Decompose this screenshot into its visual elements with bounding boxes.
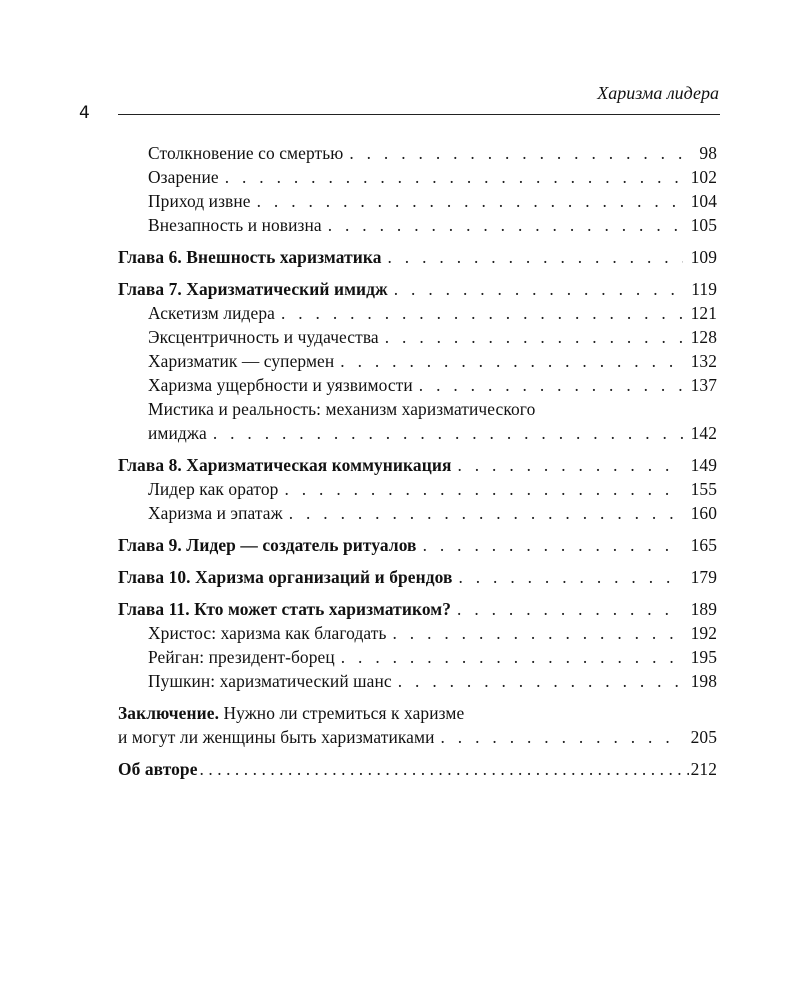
toc-entry: [118, 477, 717, 501]
dot-leader: [349, 141, 683, 165]
toc-chapter-entry: [118, 277, 717, 301]
toc-entry: [118, 325, 717, 349]
toc-entry-title: Аскетизм лидера: [148, 303, 275, 323]
toc-entry-title: Приход извне: [148, 191, 251, 211]
toc-conclusion-title-rest: Нужно ли стремиться к харизме: [219, 703, 465, 723]
toc-entry-page: 192: [690, 623, 717, 643]
toc-chapter-entry: [118, 597, 717, 621]
toc-entry-page: 160: [690, 503, 717, 523]
dot-leader: [398, 669, 683, 693]
dot-leader: [281, 301, 683, 325]
toc-entry-page: 105: [690, 215, 717, 235]
toc-entry-page: 102: [690, 167, 717, 187]
toc-entry-page: 149: [690, 455, 717, 475]
toc-entry-title: Харизматик — супермен: [148, 351, 335, 371]
toc-entry: [118, 189, 717, 213]
toc-entry: [118, 141, 717, 165]
dot-leader: [457, 453, 683, 477]
toc-entry-page: 155: [690, 479, 717, 499]
toc-entry-page: 212: [690, 759, 717, 779]
toc-entry: [118, 501, 717, 525]
dot-leader: [388, 245, 683, 269]
toc-entry-title: и могут ли женщины быть харизматиками: [118, 727, 435, 747]
dot-leader: [200, 757, 689, 781]
dot-leader: [284, 477, 683, 501]
toc-entry-page: 119: [691, 279, 717, 299]
toc-entry-page: 179: [690, 567, 717, 587]
toc-entry-page: 98: [699, 143, 717, 163]
toc-entry-title: имиджа: [148, 423, 207, 443]
toc-entry: [118, 165, 717, 189]
dot-leader: [393, 621, 684, 645]
toc-chapter-entry: [118, 453, 717, 477]
toc-chapter-entry: [118, 565, 717, 589]
dot-leader: [423, 533, 683, 557]
toc-entry: [118, 621, 717, 645]
toc-entry-title: Харизма ущербности и уязвимости: [148, 375, 413, 395]
toc-chapter-entry: [118, 245, 717, 269]
dot-leader: [213, 421, 683, 445]
toc-chapter-title: Глава 11. Кто может стать харизматиком?: [118, 599, 452, 619]
dot-leader: [457, 597, 683, 621]
toc-chapter-title: Об авторе: [118, 759, 198, 779]
toc-entry-title: Озарение: [148, 167, 219, 187]
toc-entry-title-line: Мистика и реальность: механизм харизматического: [148, 399, 536, 419]
toc-entry-page: 195: [690, 647, 717, 667]
dot-leader: [341, 645, 683, 669]
toc-entry-title: Лидер как оратор: [148, 479, 279, 499]
toc-chapter-entry: [118, 533, 717, 557]
toc-entry: [118, 373, 717, 397]
toc-entry-title: Пушкин: харизматический шанс: [148, 671, 392, 691]
toc-chapter-title: Глава 6. Внешность харизматика: [118, 247, 382, 267]
toc-entry: [118, 725, 717, 749]
toc-chapter-title: Глава 7. Харизматический имидж: [118, 279, 388, 299]
toc-entry-page: 121: [690, 303, 717, 323]
toc-entry: [118, 213, 717, 237]
toc-entry-page: 132: [690, 351, 717, 371]
toc-entry-title: Внезапность и новизна: [148, 215, 322, 235]
toc-entry: [118, 645, 717, 669]
toc-entry-page: 189: [690, 599, 717, 619]
dot-leader: [441, 725, 683, 749]
toc-entry-title: Рейган: президент-борец: [148, 647, 335, 667]
toc-entry-page: 142: [690, 423, 717, 443]
header-rule: [118, 114, 720, 115]
toc-chapter-title: Глава 10. Харизма организаций и брендов: [118, 567, 453, 587]
toc-entry-page: 109: [690, 247, 717, 267]
toc-entry-page: 205: [690, 727, 717, 747]
toc-entry-title: Харизма и эпатаж: [148, 503, 283, 523]
toc-chapter-entry: [118, 757, 717, 781]
dot-leader: [328, 213, 683, 237]
page-number: 4: [79, 103, 90, 123]
toc-chapter-title: Глава 8. Харизматическая коммуникация: [118, 455, 452, 475]
toc-entry-page: 198: [690, 671, 717, 691]
toc-entry: [118, 669, 717, 693]
toc-entry-title: Христос: харизма как благодать: [148, 623, 387, 643]
toc-entry: [118, 421, 717, 445]
dot-leader: [257, 189, 683, 213]
running-head: Харизма лидера: [597, 83, 719, 103]
toc-conclusion-label: Заключение.: [118, 703, 220, 723]
dot-leader: [385, 325, 683, 349]
toc-entry-page: 137: [690, 375, 717, 395]
dot-leader: [225, 165, 683, 189]
toc-entry: [118, 301, 717, 325]
toc-conclusion-title-line: [118, 701, 717, 725]
dot-leader: [340, 349, 683, 373]
toc-entry-page: 104: [690, 191, 717, 211]
toc-entry-page: 165: [690, 535, 717, 555]
dot-leader: [289, 501, 683, 525]
toc-entry-title: Эксцентричность и чудачества: [148, 327, 379, 347]
toc-entry: [118, 349, 717, 373]
toc-entry-page: 128: [690, 327, 717, 347]
dot-leader: [458, 565, 683, 589]
toc-entry-title: Столкновение со смертью: [148, 143, 344, 163]
toc-chapter-title: Глава 9. Лидер — создатель ритуалов: [118, 535, 417, 555]
table-of-contents: [118, 141, 717, 781]
dot-leader: [394, 277, 683, 301]
dot-leader: [419, 373, 683, 397]
